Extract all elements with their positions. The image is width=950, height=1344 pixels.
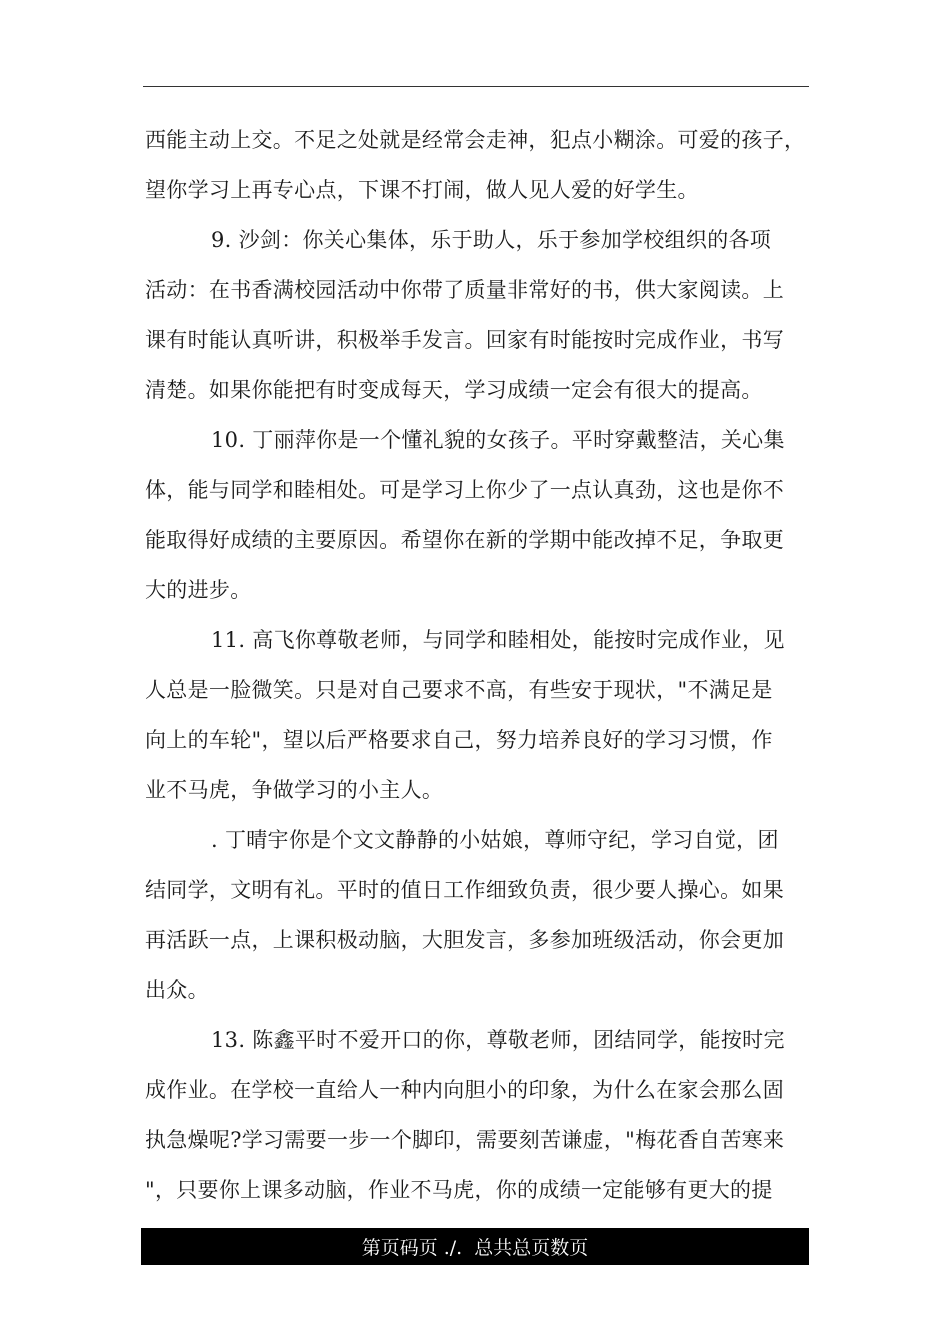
text-line: 出众。 [145,978,209,1002]
text-line: 业不马虎，争做学习的小主人。 [145,778,444,802]
text-line: 9. 沙剑：你关心集体，乐于助人，乐于参加学校组织的各项 [211,228,772,252]
text-line: "，只要你上课多动脑，作业不马虎，你的成绩一定能够有更大的提 [145,1178,773,1202]
text-line: 13. 陈鑫平时不爱开口的你，尊敬老师，团结同学，能按时完 [211,1028,785,1052]
text-line: 向上的车轮"，望以后严格要求自己，努力培养良好的学习习惯，作 [145,728,773,752]
text-line: 课有时能认真听讲，积极举手发言。回家有时能按时完成作业，书写 [145,328,784,352]
text-line: 执急燥呢?学习需要一步一个脚印，需要刻苦谦虚，"梅花香自苦寒来 [145,1128,785,1152]
text-line: 体，能与同学和睦相处。可是学习上你少了一点认真劲，这也是你不 [145,478,784,502]
text-line: 活动：在书香满校园活动中你带了质量非常好的书，供大家阅读。上 [145,278,784,302]
text-line: 结同学，文明有礼。平时的值日工作细致负责，很少要人操心。如果 [145,878,784,902]
text-line: 清楚。如果你能把有时变成每天，学习成绩一定会有很大的提高。 [145,378,763,402]
text-line: 西能主动上交。不足之处就是经常会走神，犯点小糊涂。可爱的孩子， [145,128,806,152]
page-footer [141,1228,809,1265]
text-line: 成作业。在学校一直给人一种内向胆小的印象，为什么在家会那么固 [145,1078,784,1102]
text-line: . 丁晴宇你是个文文静静的小姑娘，尊师守纪，学习自觉，团 [211,828,779,852]
text-line: 10. 丁丽萍你是一个懂礼貌的女孩子。平时穿戴整洁，关心集 [211,428,785,452]
document-body [145,115,809,1215]
header-rule [143,86,809,87]
text-line: 11. 高飞你尊敬老师，与同学和睦相处，能按时完成作业，见 [211,628,785,652]
text-line: 能取得好成绩的主要原因。希望你在新的学期中能改掉不足，争取更 [145,528,784,552]
text-line: 人总是一脸微笑。只是对自己要求不高，有些安于现状，"不满足是 [145,678,773,702]
text-line: 大的进步。 [145,578,252,602]
page-number-text: 第页码页 ./. 总共总页数页 [361,1237,589,1259]
text-line: 再活跃一点，上课积极动脑，大胆发言，多参加班级活动，你会更加 [145,928,784,952]
text-line: 望你学习上再专心点，下课不打闹，做人见人爱的好学生。 [145,178,699,202]
